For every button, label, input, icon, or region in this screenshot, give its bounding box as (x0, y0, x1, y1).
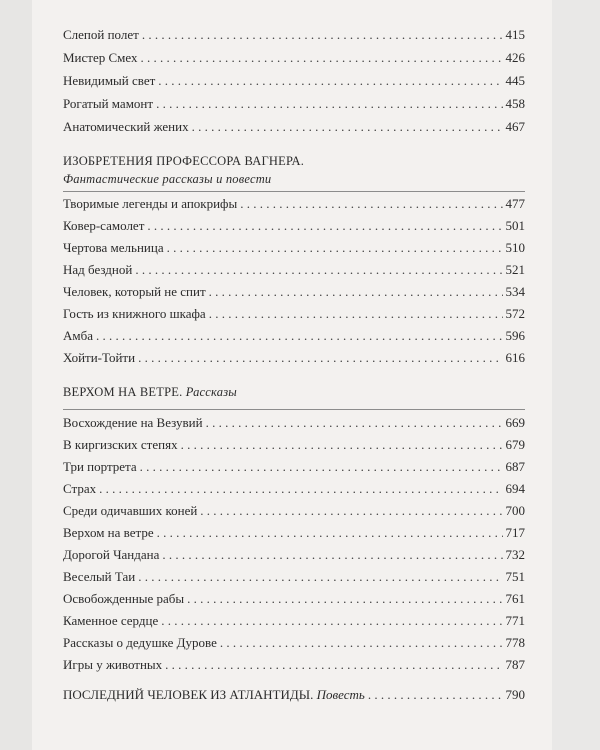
toc-entry-page: 534 (505, 284, 525, 299)
toc-entry-title: Гость из книжного шкафа (63, 306, 206, 321)
toc-entry-title: Невидимый свет (63, 73, 156, 88)
toc-entry-page: 501 (505, 218, 525, 233)
dot-leader (142, 24, 503, 46)
toc-entry (63, 303, 525, 325)
page-margin-right (552, 0, 600, 750)
toc-entry-title: Восхождение на Везувий (63, 415, 203, 430)
section-title: ИЗОБРЕТЕНИЯ ПРОФЕССОРА ВАГНЕРА. (63, 154, 305, 168)
toc-entry (63, 456, 525, 478)
dot-leader (240, 193, 502, 215)
dot-leader (161, 610, 502, 632)
toc-entry-page: 778 (505, 635, 525, 650)
toc-entry-page: 596 (505, 328, 525, 343)
toc-entry-title: Рассказы о дедушке Дурове (63, 635, 217, 650)
toc-entry-title: Человек, который не спит (63, 284, 206, 299)
toc-entry (63, 215, 525, 237)
toc-entry-page: 477 (505, 196, 525, 211)
final-entry-title: ПОСЛЕДНИЙ ЧЕЛОВЕК ИЗ АТЛАНТИДЫ. (63, 687, 314, 702)
dot-leader (167, 237, 503, 259)
toc-entry-page: 616 (505, 350, 525, 365)
dot-leader (200, 500, 502, 522)
toc-entry-page: 751 (505, 569, 525, 584)
dot-leader (206, 412, 503, 434)
toc-entry (63, 654, 525, 676)
dot-leader (96, 325, 503, 347)
toc-entry-page: 790 (505, 687, 525, 702)
toc-entry-page: 572 (505, 306, 525, 321)
toc-entry-page: 669 (505, 415, 525, 430)
toc-entry (63, 632, 525, 654)
toc-entry (63, 566, 525, 588)
toc-entry-page: 732 (505, 547, 525, 562)
toc-entry-page: 687 (505, 459, 525, 474)
dot-leader (187, 588, 502, 610)
toc-entry-title: Ковер-самолет (63, 218, 145, 233)
section-rule (63, 409, 525, 410)
dot-leader (158, 70, 502, 92)
dot-leader (147, 215, 502, 237)
toc-entry-page: 445 (505, 73, 525, 88)
toc-entry-title: Освобожденные рабы (63, 591, 185, 606)
toc-entry-final (63, 684, 525, 706)
toc-entry (63, 588, 525, 610)
toc-entry (63, 24, 525, 46)
toc-entry-page: 700 (505, 503, 525, 518)
toc-entry-page: 467 (505, 119, 525, 134)
toc-entry-title: Веселый Таи (63, 569, 136, 584)
toc-entry (63, 93, 525, 115)
toc-entry (63, 434, 525, 456)
toc-entry-page: 415 (505, 27, 525, 42)
toc-entry-title: Анатомический жених (63, 119, 189, 134)
toc-entry-title: Рогатый мамонт (63, 96, 154, 111)
toc-entry-title: Слепой полет (63, 27, 139, 42)
dot-leader (181, 434, 503, 456)
page-margin-left (0, 0, 32, 750)
dot-leader (368, 684, 503, 706)
dot-leader (140, 456, 503, 478)
section-subtitle: Рассказы (185, 385, 237, 399)
toc-entry-title: Каменное сердце (63, 613, 159, 628)
toc-entry-page: 679 (505, 437, 525, 452)
section-heading (63, 383, 525, 401)
final-entry-subtitle: Повесть (316, 687, 365, 702)
toc-entry-page: 771 (505, 613, 525, 628)
section-rule (63, 191, 525, 192)
toc-entry-title: Дорогой Чандана (63, 547, 160, 562)
toc-entry-title: Среди одичавших коней (63, 503, 198, 518)
toc-entry-page: 761 (505, 591, 525, 606)
dot-leader (138, 347, 502, 369)
toc-entry-title: Хойти-Тойти (63, 350, 136, 365)
dot-leader (209, 303, 503, 325)
toc-entry-page: 510 (505, 240, 525, 255)
toc-entry-title: Три портрета (63, 459, 137, 474)
toc-entry-title: Мистер Смех (63, 50, 138, 65)
dot-leader (220, 632, 503, 654)
dot-leader (165, 654, 502, 676)
toc-entry (63, 47, 525, 69)
toc-entry-page: 521 (505, 262, 525, 277)
toc-entry-page: 694 (505, 481, 525, 496)
toc-entry-page: 458 (505, 96, 525, 111)
toc-entry-title: Над бездной (63, 262, 133, 277)
dot-leader (138, 566, 502, 588)
toc-entry (63, 281, 525, 303)
toc-entry (63, 412, 525, 434)
section-subtitle: Фантастические рассказы и повести (63, 172, 272, 186)
toc-entry-title: В киргизских степях (63, 437, 178, 452)
toc-entry (63, 347, 525, 369)
toc-entry (63, 237, 525, 259)
dot-leader (162, 544, 502, 566)
toc-entry-page: 717 (505, 525, 525, 540)
section-title: ВЕРХОМ НА ВЕТРЕ. (63, 385, 183, 399)
toc-entry (63, 544, 525, 566)
toc-entry (63, 522, 525, 544)
toc-entry (63, 610, 525, 632)
toc-entry-page: 787 (505, 657, 525, 672)
toc-entry-title: Игры у животных (63, 657, 163, 672)
toc-entry-title (63, 684, 365, 706)
toc-entry-page: 426 (505, 50, 525, 65)
toc-entry-title: Чертова мельница (63, 240, 164, 255)
toc-entry (63, 259, 525, 281)
toc-entry-title: Страх (63, 481, 97, 496)
toc-entry (63, 70, 525, 92)
dot-leader (99, 478, 502, 500)
dot-leader (156, 93, 502, 115)
toc-entry-title: Верхом на ветре (63, 525, 154, 540)
dot-leader (140, 47, 502, 69)
toc-entry (63, 116, 525, 138)
toc-entry (63, 325, 525, 347)
dot-leader (135, 259, 502, 281)
dot-leader (209, 281, 503, 303)
toc-entry (63, 500, 525, 522)
dot-leader (157, 522, 503, 544)
toc-entry (63, 478, 525, 500)
section-heading (63, 152, 525, 188)
toc-entry (63, 193, 525, 215)
toc-entry-title: Амба (63, 328, 93, 343)
dot-leader (192, 116, 503, 138)
toc-entry-title: Творимые легенды и апокрифы (63, 196, 238, 211)
